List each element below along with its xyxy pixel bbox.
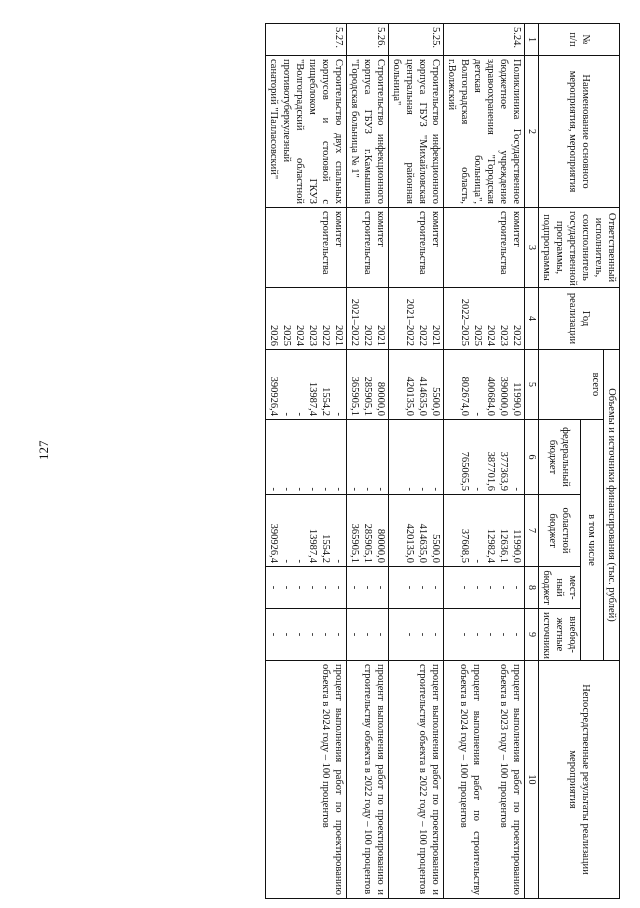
row-extra-value: -: [472, 632, 483, 637]
row-total-value: 11990,0: [511, 382, 522, 416]
row-years-value: 2025: [281, 325, 292, 346]
row-years-value: 2022: [511, 325, 522, 346]
row-name-text: Поликлиника Государственное бюджетное учреждение здравоохранения "Городская детская больница", Волгоградская область, г.Волжский: [446, 59, 522, 204]
row-number: [347, 24, 389, 56]
row-federal: [266, 420, 347, 495]
row-regional-value: 37608,5: [459, 528, 470, 563]
row-regional-value: 13987,4: [307, 528, 318, 563]
row-years: [266, 288, 347, 350]
row-responsible: [266, 208, 347, 288]
row-regional: [347, 495, 389, 567]
col-number: 2: [525, 56, 539, 208]
row-extra-value: -: [511, 632, 522, 637]
row-local-value: -: [430, 585, 441, 590]
row-years-value: 2021–2022: [404, 298, 415, 346]
row-extra-value: -: [417, 632, 428, 637]
row-years-value: 2023: [307, 325, 318, 346]
row-federal-value: -: [333, 487, 344, 491]
row-years-value: 2024: [485, 325, 496, 346]
row-extra-value: -: [430, 632, 441, 637]
col-number: 7: [525, 495, 539, 567]
row-number-text: 5.26.: [375, 27, 386, 48]
row-extra: [266, 609, 347, 661]
row-local-value: -: [320, 585, 331, 590]
row-years-value: 2021–2022: [349, 298, 360, 346]
row-extra-value: -: [281, 632, 292, 637]
col-number: 5: [525, 350, 539, 420]
row-total: [347, 350, 389, 420]
funding-table: [265, 23, 620, 899]
row-total-value: 80000,0: [375, 381, 386, 416]
row-name: [266, 56, 347, 208]
row-result-text: процент выполнения работ по проектированию объекта в 2023 году – 100 процентов: [498, 664, 522, 895]
row-local: [266, 567, 347, 609]
row-extra-value: -: [375, 632, 386, 637]
col-number: 3: [525, 208, 539, 288]
row-federal-value: -: [417, 487, 428, 491]
row-number: [444, 24, 525, 56]
row-federal-value: 387701,6: [485, 451, 496, 491]
row-years-value: 2022: [320, 325, 331, 346]
row-total-value: 5500,0: [430, 387, 441, 416]
row-regional: [389, 495, 444, 567]
row-extra: [389, 609, 444, 661]
row-years-value: 2021: [430, 325, 441, 346]
header-num: № п/п: [539, 24, 620, 56]
row-local-value: -: [417, 585, 428, 590]
row-name: [444, 56, 525, 208]
row-extra-value: -: [498, 632, 509, 637]
col-number: 10: [525, 661, 539, 899]
row-total: [444, 350, 525, 420]
header-local: мест- ный бюджет: [539, 567, 581, 609]
row-federal-value: -: [511, 487, 522, 491]
row-years-value: 2021: [333, 325, 344, 346]
row-federal: [347, 420, 389, 495]
row-local-value: -: [349, 585, 360, 590]
row-total-value: 414635,0: [417, 376, 428, 416]
column-number-row: [525, 24, 539, 899]
row-local-value: -: [459, 585, 470, 590]
col-number: 4: [525, 288, 539, 350]
table-row: [266, 24, 347, 899]
row-years-value: 2022: [362, 325, 373, 346]
header-result: Непосредственные результаты реализации мероприятия: [539, 661, 620, 899]
row-result: [444, 661, 525, 899]
row-regional-value: 11990,0: [511, 529, 522, 563]
row-federal-value: -: [362, 487, 373, 491]
row-years-value: 2026: [268, 325, 279, 346]
header-regional: областной бюджет: [539, 495, 581, 567]
row-regional-value: -: [281, 559, 292, 563]
header-year: Год реализации: [539, 288, 620, 350]
row-responsible-text: комитет строительства: [362, 211, 386, 275]
row-local-value: -: [511, 585, 522, 590]
row-extra-value: -: [320, 632, 331, 637]
row-local-value: -: [498, 585, 509, 590]
row-local-value: -: [485, 585, 496, 590]
row-years-value: 2023: [498, 325, 509, 346]
row-years-value: 2022–2025: [459, 298, 470, 346]
row-number-text: 5.27.: [333, 27, 344, 48]
row-extra-value: -: [268, 632, 279, 637]
row-result-text: процент выполнения работ по проектированию и строительству объекта в 2022 году – 100 процентов: [362, 664, 386, 895]
row-years-value: 2025: [472, 325, 483, 346]
row-years: [347, 288, 389, 350]
row-total-value: 1554,2: [320, 387, 331, 416]
row-regional-value: 365905,1: [349, 523, 360, 563]
header-extra: внебюд- жетные источники: [539, 609, 581, 661]
row-local-value: -: [404, 585, 415, 590]
row-regional-value: -: [472, 559, 483, 563]
row-responsible: [347, 208, 389, 288]
document-sheet: [80, 23, 620, 898]
row-extra-value: -: [404, 632, 415, 637]
row-name: [389, 56, 444, 208]
row-total-value: -: [333, 412, 344, 416]
row-responsible-text: комитет строительства: [498, 211, 522, 275]
row-result: [389, 661, 444, 899]
row-extra-value: -: [294, 632, 305, 637]
row-total-value: 13987,4: [307, 381, 318, 416]
row-federal: [389, 420, 444, 495]
row-years-value: 2022: [417, 325, 428, 346]
row-years-value: 2021: [375, 325, 386, 346]
row-regional-value: -: [333, 559, 344, 563]
row-number: [266, 24, 347, 56]
col-number: 9: [525, 609, 539, 661]
row-number: [389, 24, 444, 56]
row-extra-value: -: [362, 632, 373, 637]
row-federal-value: -: [307, 487, 318, 491]
col-number: 8: [525, 567, 539, 609]
row-extra-value: -: [485, 632, 496, 637]
row-local-value: -: [268, 585, 279, 590]
row-name: [347, 56, 389, 208]
header-total: всего: [539, 350, 604, 420]
row-responsible: [389, 208, 444, 288]
row-extra-value: -: [333, 632, 344, 637]
table-row: [444, 24, 525, 899]
row-extra: [347, 609, 389, 661]
row-federal-value: -: [430, 487, 441, 491]
row-regional-value: 5500,0: [430, 534, 441, 563]
row-federal-value: 765065,5: [459, 451, 470, 491]
row-total-value: -: [281, 412, 292, 416]
row-responsible-text: комитет строительства: [320, 211, 344, 275]
row-extra-value: -: [349, 632, 360, 637]
header-name: Наименование основного мероприятия, мероприятия: [539, 56, 620, 208]
table-row: [389, 24, 444, 899]
row-regional-value: 12982,4: [485, 528, 496, 563]
row-extra-value: -: [459, 632, 470, 637]
row-total-value: 390000,0: [498, 376, 509, 416]
header-responsible: Ответственный исполнитель, соисполнитель государственной программы, подпрограммы: [539, 208, 620, 288]
row-name-text: Строительство двух спальных корпусов и столовой с пищеблоком ГКУЗ "Волгоградский областной противотуберкулезный санаторий "Палласовский": [268, 59, 344, 204]
col-number: 6: [525, 420, 539, 495]
row-local: [389, 567, 444, 609]
row-total-value: -: [294, 412, 305, 416]
row-federal: [444, 420, 525, 495]
row-federal-value: -: [281, 487, 292, 491]
page-number: 127: [36, 440, 51, 460]
row-years: [389, 288, 444, 350]
col-number: 1: [525, 24, 539, 56]
row-total-value: 420135,0: [404, 376, 415, 416]
row-responsible: [444, 208, 525, 288]
row-result: [266, 661, 347, 899]
row-local-value: -: [294, 585, 305, 590]
row-regional-value: 80000,0: [375, 528, 386, 563]
row-total-value: 285905,1: [362, 376, 373, 416]
row-total-value: 365905,1: [349, 376, 360, 416]
row-extra: [444, 609, 525, 661]
header-federal: федеральный бюджет: [539, 420, 581, 495]
row-total-value: -: [472, 412, 483, 416]
row-regional: [266, 495, 347, 567]
row-years: [444, 288, 525, 350]
row-total: [266, 350, 347, 420]
row-regional-value: 420135,0: [404, 523, 415, 563]
row-name-text: Строительство инфекционного корпуса ГБУЗ г.Камышина "Городская больница № 1": [349, 59, 386, 204]
row-result-text: процент выполнения работ по строительству объекта в 2024 году – 100 процентов: [458, 664, 482, 895]
row-regional-value: 390926,4: [268, 523, 279, 563]
row-federal-value: -: [349, 487, 360, 491]
table-row: [347, 24, 389, 899]
row-local-value: -: [375, 585, 386, 590]
row-federal-value: -: [320, 487, 331, 491]
row-total-value: 802674,0: [459, 376, 470, 416]
row-number-text: 5.25.: [430, 27, 441, 48]
row-total-value: 390926,4: [268, 376, 279, 416]
row-regional-value: -: [294, 559, 305, 563]
row-result-text: процент выполнения работ по проектированию объекта в 2024 году – 100 процентов: [320, 664, 344, 895]
row-result: [347, 661, 389, 899]
row-local-value: -: [307, 585, 318, 590]
row-total: [389, 350, 444, 420]
row-local: [444, 567, 525, 609]
row-result-text: процент выполнения работ по проектированию и строительству объекта в 2022 году – 100 процентов: [417, 664, 441, 895]
row-years-value: 2024: [294, 325, 305, 346]
row-local-value: -: [472, 585, 483, 590]
row-regional-value: 414635,0: [417, 523, 428, 563]
row-regional-value: 285905,1: [362, 523, 373, 563]
row-name-text: Строительство инфекционного корпуса ГБУЗ "Михайловская центральная районная больница": [391, 59, 441, 204]
row-local-value: -: [281, 585, 292, 590]
row-local: [347, 567, 389, 609]
row-extra-value: -: [307, 632, 318, 637]
row-federal-value: -: [268, 487, 279, 491]
row-number-text: 5.24.: [511, 27, 522, 48]
header-in-that: в том числе: [581, 420, 604, 661]
row-local-value: -: [333, 585, 344, 590]
row-responsible-text: комитет строительства: [417, 211, 441, 275]
row-regional-value: 12636,1: [498, 528, 509, 563]
header-funding: Объемы и источники финансирования (тыс. рублей): [604, 350, 620, 661]
row-federal-value: -: [294, 487, 305, 491]
row-federal-value: -: [472, 487, 483, 491]
table-body: [266, 24, 525, 899]
row-regional-value: 1554,2: [320, 534, 331, 563]
row-federal-value: 377363,9: [498, 451, 509, 491]
row-total-value: 400684,0: [485, 376, 496, 416]
row-local-value: -: [362, 585, 373, 590]
table-header: [525, 24, 620, 899]
row-federal-value: -: [404, 487, 415, 491]
row-regional: [444, 495, 525, 567]
row-federal-value: -: [375, 487, 386, 491]
